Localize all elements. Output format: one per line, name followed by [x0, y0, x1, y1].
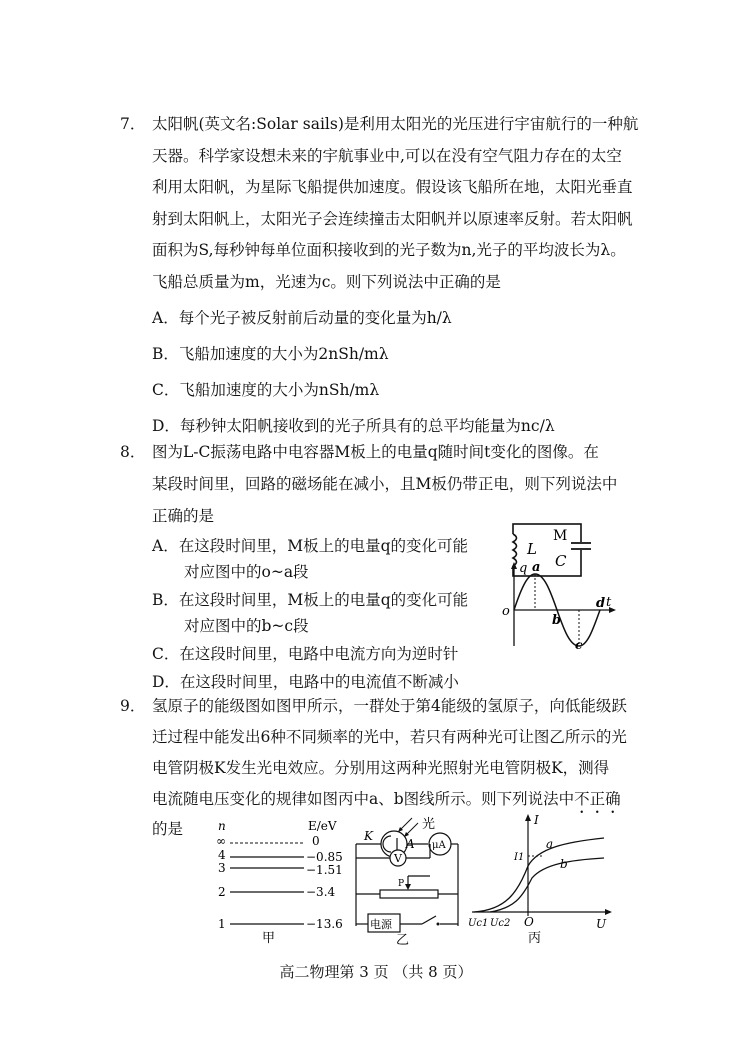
light-label: 光	[422, 817, 436, 832]
figure-caption: 乙	[396, 933, 410, 946]
question-text-line: 图为L-C振荡电路中电容器M板上的电量q随时间t变化的图像。在	[152, 443, 599, 461]
slider-arrow-icon	[405, 884, 411, 890]
curve-b-label: b	[560, 857, 568, 871]
y-axis-arrow-icon	[511, 562, 517, 569]
question-text-line: 迁过程中能发出6种不同频率的光中，若只有两种光可让图乙所示的光	[152, 728, 627, 746]
option-a: A．每个光子被反射前后动量的变化量为h/λ	[152, 309, 452, 327]
curve-b	[490, 858, 604, 912]
rheostat	[380, 890, 438, 898]
curve-a	[474, 838, 604, 912]
option-c: C．飞船加速度的大小为nSh/mλ	[152, 381, 380, 399]
microammeter-label: μA	[432, 840, 446, 851]
option-a: A．在这段时间里，M板上的电量q的变化可能	[152, 537, 468, 555]
question-number: 7．	[120, 115, 146, 133]
n-column-label: n	[218, 819, 226, 833]
question-text-line: 飞船总质量为m，光速为c。则下列说法中正确的是	[152, 273, 501, 291]
question-text-line: 面积为S,每秒钟每单位面积接收到的光子数为n,光子的平均波长为λ。	[152, 241, 626, 259]
question-text: 电流随电压变化的规律如图丙中a、b图线所示。则下列说法中	[152, 790, 575, 808]
point-a-label: a	[532, 560, 541, 575]
question-text-line: 的是	[152, 820, 184, 838]
energy-level-diagram	[214, 818, 344, 946]
switch-contact	[437, 923, 440, 926]
i1-label: I1	[514, 852, 525, 863]
t-axis-label: t	[606, 595, 612, 610]
figure-caption: 甲	[262, 931, 276, 946]
point-b-label: b	[552, 613, 562, 628]
level-n-label: 1	[218, 917, 226, 931]
level-n-label: 2	[218, 885, 226, 899]
question-text-line: 利用太阳帆，为星际飞船提供加速度。假设该飞船所在地，太阳光垂直	[152, 178, 633, 196]
question-text-line: 天器。科学家设想未来的宇航事业中,可以在没有空气阻力存在的太空	[152, 147, 622, 165]
plate-m-label: M	[553, 528, 568, 544]
level-e-label: −1.51	[306, 863, 343, 877]
option-d: D．每秒钟太阳帆接收到的光子所具有的总平均能量为nc/λ	[152, 417, 555, 435]
inductor-label: L	[527, 540, 537, 558]
u-axis-arrow-icon	[605, 909, 612, 915]
u-axis-label: U	[596, 917, 607, 931]
origin-label: o	[502, 604, 510, 619]
light-ray	[400, 818, 412, 830]
level-e-label: 0	[312, 834, 320, 848]
question-text-line: 某段时间里，回路的磁场能在减小，且M板仍带正电，则下列说法中	[152, 475, 618, 493]
point-d-label: d	[596, 596, 606, 611]
origin-label: O	[524, 915, 534, 929]
light-ray	[406, 823, 418, 835]
option-b-continued: 对应图中的b~c段	[184, 617, 309, 635]
charge-time-graph	[500, 560, 618, 650]
question-number: 8．	[120, 443, 146, 461]
phototube-circuit	[350, 814, 468, 946]
point-c-label: c	[575, 638, 583, 650]
emphasized-text: 不正确	[574, 790, 621, 808]
uc1-label: Uc1	[468, 918, 489, 929]
level-e-label: −0.85	[306, 850, 343, 864]
question-text-line: 太阳帆(英文名:Solar sails)是利用太阳光的光压进行宇宙航行的一种航	[152, 115, 639, 133]
option-a-continued: 对应图中的o~a段	[184, 563, 309, 581]
question-text-line: 电管阴极K发生光电效应。分别用这两种光照射光电管阴极K，测得	[152, 759, 610, 777]
question-text-line: 射到太阳帆上，太阳光子会连续撞击太阳帆并以原速率反射。若太阳帆	[152, 210, 633, 228]
anode-a-label: A	[406, 837, 415, 851]
cathode-k-label: K	[364, 829, 373, 843]
slider-p-label: P	[398, 879, 405, 889]
option-b: B．在这段时间里，M板上的电量q的变化可能	[152, 591, 469, 609]
question-number: 9．	[120, 697, 146, 715]
option-b: B．飞船加速度的大小为2nSh/mλ	[152, 345, 389, 363]
i-axis-arrow-icon	[525, 814, 531, 821]
switch	[422, 916, 436, 924]
level-n-label: 3	[218, 861, 226, 875]
level-n-label: ∞	[216, 834, 226, 848]
i-axis-label: I	[534, 813, 539, 827]
question-text-line: 氢原子的能级图如图甲所示，一群处于第4能级的氢原子，向低能级跃	[152, 697, 627, 715]
energy-unit-label: E/eV	[308, 819, 337, 833]
voltmeter-label: V	[394, 852, 402, 865]
option-d: D．在这段时间里，电路中的电流值不断减小	[152, 673, 459, 691]
figure-caption: 丙	[528, 931, 542, 946]
power-source-label: 电源	[370, 918, 392, 931]
uc2-label: Uc2	[490, 918, 511, 929]
question-text-line: 正确的是	[152, 507, 215, 525]
level-e-label: −13.6	[306, 917, 343, 931]
level-n-label: 4	[218, 848, 226, 862]
q-axis-label: q	[519, 561, 528, 576]
option-c: C．在这段时间里，电路中电流方向为逆时针	[152, 645, 459, 663]
capacitor-label: C	[555, 552, 567, 570]
page-footer: 高二物理第 3 页 （共 8 页）	[279, 963, 473, 981]
curve-a-label: a	[546, 837, 554, 851]
level-e-label: −3.4	[306, 885, 336, 899]
current-voltage-graph	[466, 812, 616, 946]
